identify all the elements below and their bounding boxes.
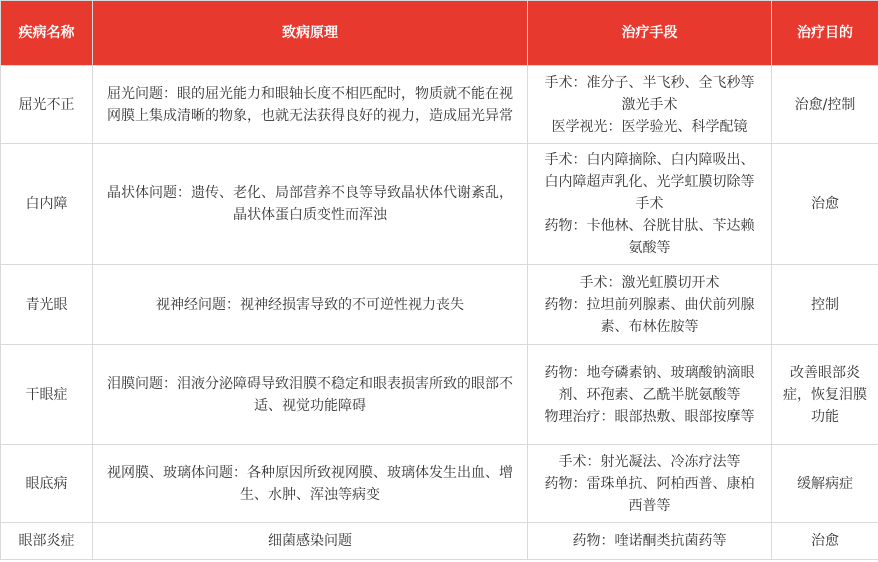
table-row [1, 144, 878, 265]
table-row [1, 345, 878, 445]
disease-name: 屈光不正 [1, 66, 93, 144]
disease-name: 青光眼 [1, 265, 93, 345]
header-disease: 疾病名称 [1, 1, 93, 66]
disease-treatment [528, 445, 772, 523]
table-row [1, 445, 878, 523]
table-header-row [1, 1, 878, 66]
disease-cause: 晶状体问题：遗传、老化、局部营养不良等导致晶状体代谢紊乱，晶状体蛋白质变性而浑浊 [93, 144, 528, 265]
disease-treatment [528, 66, 772, 144]
disease-goal: 治愈 [772, 144, 878, 265]
disease-cause: 屈光问题：眼的屈光能力和眼轴长度不相匹配时，物质就不能在视网膜上集成清晰的物象，也就无法获得良好的视力，造成屈光异常 [93, 66, 528, 144]
header-cause: 致病原理 [93, 1, 528, 66]
disease-name: 眼底病 [1, 445, 93, 523]
disease-cause: 视网膜、玻璃体问题：各种原因所致视网膜、玻璃体发生出血、增生、水肿、浑浊等病变 [93, 445, 528, 523]
treatment-line: 药物：拉坦前列腺素、曲伏前列腺素、布林佐胺等 [544, 296, 755, 335]
disease-goal: 治愈 [772, 523, 878, 560]
table-row [1, 265, 878, 345]
treatment-line: 物理治疗：眼部热敷、眼部按摩等 [544, 408, 755, 425]
disease-treatment [528, 345, 772, 445]
treatment-line: 手术：白内障摘除、白内障吸出、白内障超声乳化、光学虹膜切除等手术 [544, 152, 755, 212]
treatment-line: 手术：射光凝法、冷冻疗法等 [558, 453, 741, 470]
table-row [1, 523, 878, 560]
disease-goal: 改善眼部炎症，恢复泪膜功能 [772, 345, 878, 445]
disease-treatment [528, 144, 772, 265]
table-row [1, 66, 878, 144]
disease-cause: 泪膜问题：泪液分泌障碍导致泪膜不稳定和眼表损害所致的眼部不适、视觉功能障碍 [93, 345, 528, 445]
disease-name: 干眼症 [1, 345, 93, 445]
header-treatment: 治疗手段 [528, 1, 772, 66]
disease-name: 眼部炎症 [1, 523, 93, 560]
disease-cause: 细菌感染问题 [93, 523, 528, 560]
treatment-line: 药物：喹诺酮类抗菌药等 [572, 533, 727, 549]
header-goal: 治疗目的 [772, 1, 878, 66]
disease-goal: 治愈/控制 [772, 66, 878, 144]
treatment-line: 医学视光：医学验光、科学配镜 [551, 118, 748, 135]
treatment-line: 药物：地夸磷素钠、玻璃酸钠滴眼剂、环孢素、乙酰半胱氨酸等 [544, 364, 755, 403]
disease-treatment [528, 523, 772, 560]
treatment-line: 药物：雷珠单抗、阿柏西普、康柏西普等 [544, 475, 755, 514]
disease-treatment [528, 265, 772, 345]
treatment-line: 手术：激光虹膜切开术 [579, 274, 720, 291]
disease-cause: 视神经问题：视神经损害导致的不可逆性视力丧失 [93, 265, 528, 345]
disease-goal: 缓解病症 [772, 445, 878, 523]
treatment-line: 药物：卡他林、谷胱甘肽、苄达赖氨酸等 [544, 218, 755, 256]
disease-goal: 控制 [772, 265, 878, 345]
treatment-line: 手术：准分子、半飞秒、全飞秒等激光手术 [544, 74, 755, 113]
disease-name: 白内障 [1, 144, 93, 265]
